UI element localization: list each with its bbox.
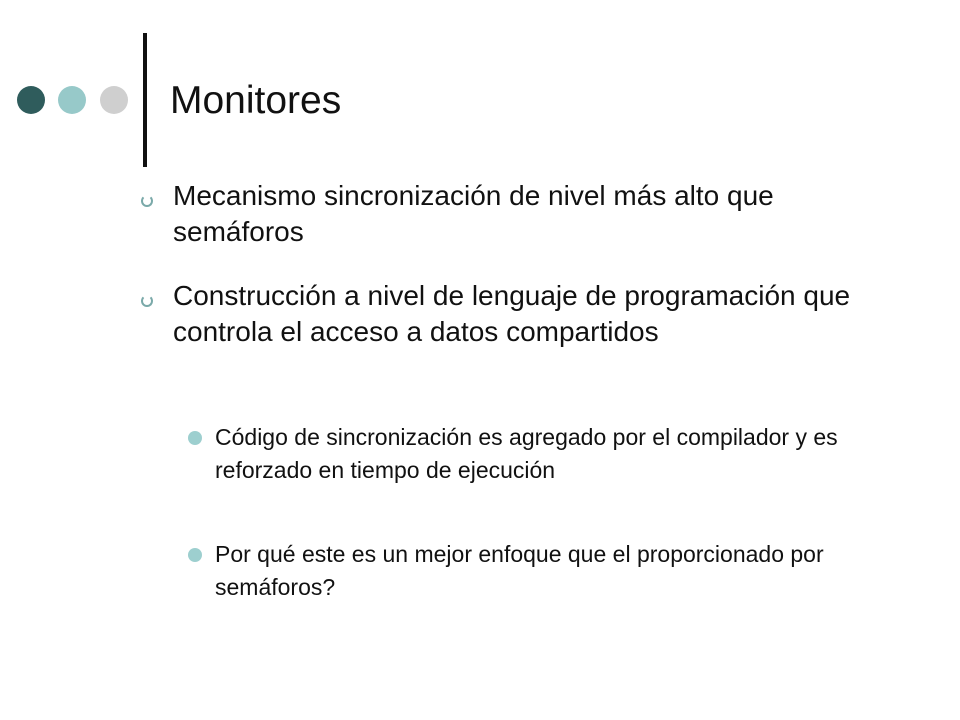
sub-bullet-item: Código de sincronización es agregado por el compilador y es reforzado en tiempo de ejecución [215, 424, 838, 483]
sub-bullet-dot-icon [188, 548, 202, 562]
slide-title: Monitores [170, 79, 342, 122]
gray-dot-icon [100, 86, 128, 114]
teal-dot-icon [58, 86, 86, 114]
sub-bullet-item: Por qué este es un mejor enfoque que el proporcionado por semáforos? [215, 541, 824, 600]
title-divider [143, 33, 147, 167]
bullet-ring-icon [141, 295, 153, 307]
bullet-item: Mecanismo sincronización de nivel más alto que semáforos [173, 180, 774, 247]
dark-dot-icon [17, 86, 45, 114]
bullet-ring-icon [141, 195, 153, 207]
sub-bullet-dot-icon [188, 431, 202, 445]
bullet-item: Construcción a nivel de lenguaje de programación que controla el acceso a datos compartidos [173, 280, 851, 347]
